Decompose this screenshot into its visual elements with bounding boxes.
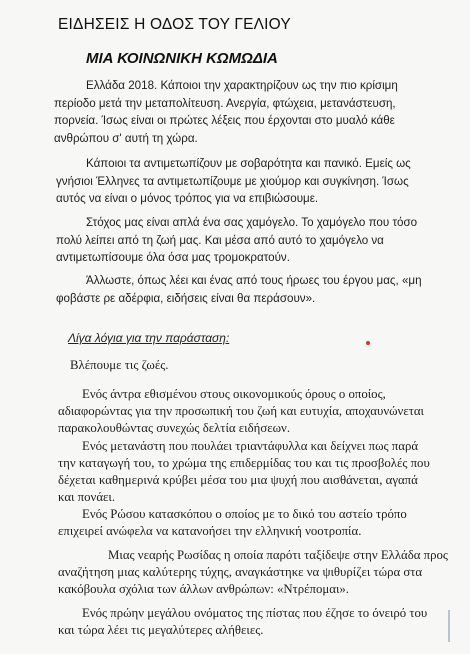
intro-paragraph-2: Κάποιοι τα αντιμετωπίζουν με σοβαρότητα και πανικό. Εμείς ως γνήσιοι Έλληνες τα αντιμετωπίζουμε με χιούμορ και συγκίνηση. Ίσως αυτός να είναι ο μόνος τρόπος για να επιβιώσουμε. [56, 157, 411, 205]
intro-paragraph-1: Ελλάδα 2018. Κάποιοι την χαρακτηρίζουν ως την πιο κρίσιμη περίοδο μετά την μεταπολίτευση. Ανεργία, φτώχεια, μετανάστευση, πορνεία. Ίσως είναι οι πρώτες λέξεις που έρχονται στο μυαλό κάθε ανθρώπου σ' αυτή τη χώρα. [54, 79, 398, 145]
body-paragraph-1: Βλέπουμε τις ζωές. [70, 358, 169, 372]
body-paragraph-5: Μιας νεαρής Ρωσίδας η οποία παρότι ταξίδεψε στην Ελλάδα προς αναζήτηση μιας καλύτερης τύχης, αναγκάστηκε να ψιθυρίζει τώρα στα κακόβουλα σχόλια των άλλων ανθρώπων: «Ντρέπομαι». [58, 548, 448, 596]
about-heading: Λίγα λόγια για την παράσταση: [68, 331, 230, 345]
scan-mark [448, 610, 456, 642]
body-paragraph-4: Ενός Ρώσου κατασκόπου ο οποίος με το δικό του αστείο τρόπο επιχειρεί ανώφελα να κατανοήσει την ελληνική νοοτροπία. [58, 507, 407, 538]
document-title: ΕΙΔΗΣΕΙΣ Η ΟΔΟΣ ΤΟΥ ΓΕΛΙΟΥ [58, 16, 291, 33]
body-paragraph-6: Ενός πρώην μεγάλου ονόματος της πίστας που έζησε το όνειρό του και τώρα λέει τις μεγαλύτερες αλήθειες. [58, 606, 428, 637]
document-subtitle: ΜΙΑ ΚΟΙΝΩΝΙΚΗ ΚΩΜΩΔΙΑ [86, 50, 278, 67]
intro-paragraph-4: Άλλωστε, όπως λέει και ένας από τους ήρωες του έργου μας, «μη φοβάστε ρε αδέρφια, ειδήσεις είναι θα περάσουν». [56, 274, 422, 305]
body-paragraph-2: Ενός άντρα εθισμένου στους οικονομικούς όρους ο οποίος, αδιαφορώντας για την προσωπική του ζωή και ευτυχία, αποχαυνώνεται παρακολουθώντας συνεχώς δελτία ειδήσεων. [58, 387, 424, 435]
intro-paragraph-3: Στόχος μας είναι απλά ένα σας χαμόγελο. Το χαμόγελο που τόσο πολύ λείπει από τη ζωή μας. Και μέσα από αυτό το χαμόγελο να αντιμετωπίσουμε όλα όσα μας τρομοκρατούν. [56, 216, 418, 264]
red-mark [366, 341, 370, 345]
body-paragraph-3: Ενός μετανάστη που πουλάει τριαντάφυλλα και δείχνει πως παρά την καταγωγή του, το χρώμα της επιδερμίδας του και τις προσβολές που δέχεται καθημερινά κρύβει μέσα του μια ψυχή που αισθάνεται, αγαπά και πονάει. [58, 439, 430, 504]
